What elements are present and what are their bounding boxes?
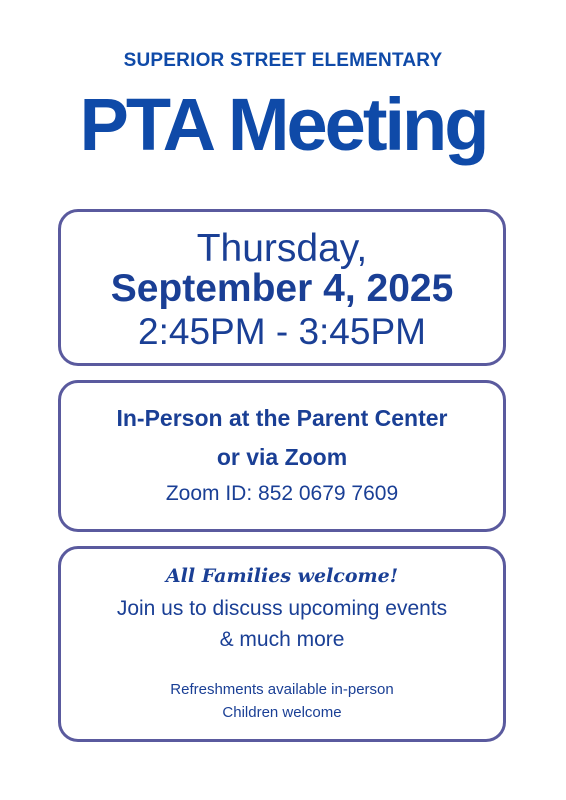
details-card xyxy=(58,546,506,742)
join-text-line-1: Join us to discuss upcoming events xyxy=(116,597,448,620)
zoom-id: Zoom ID: 852 0679 7609 xyxy=(165,482,399,505)
join-text-line-2: & much more xyxy=(219,628,345,651)
date-time-card xyxy=(58,209,506,366)
location-line-2: or via Zoom xyxy=(216,444,348,470)
meeting-date: September 4, 2025 xyxy=(110,267,454,310)
school-name: SUPERIOR STREET ELEMENTARY xyxy=(123,50,443,71)
children-note: Children welcome xyxy=(222,704,342,721)
welcome-text: All Families welcome! xyxy=(165,565,399,587)
location-card xyxy=(58,380,506,532)
meeting-day: Thursday, xyxy=(196,227,368,270)
page-title: PTA Meeting xyxy=(79,83,487,166)
refreshments-note: Refreshments available in-person xyxy=(170,681,394,698)
meeting-time: 2:45PM - 3:45PM xyxy=(138,311,426,352)
location-line-1: In-Person at the Parent Center xyxy=(116,405,448,431)
